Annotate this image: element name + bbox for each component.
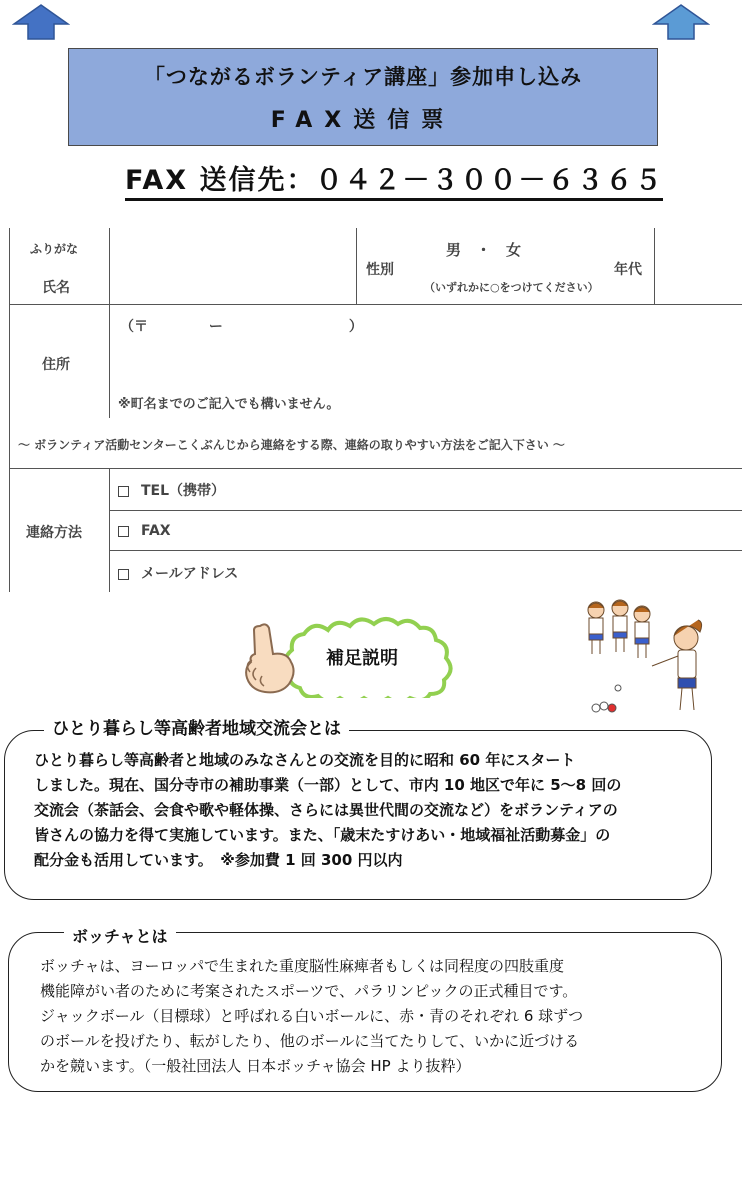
section-elderly-exchange-body <box>34 748 714 873</box>
body-line: 交流会（茶話会、会食や歌や軽体操、さらには異世代間の交流など）をボランティアの <box>34 801 618 819</box>
title-box <box>68 48 658 146</box>
fax-destination: FAX 送信先：０４２－３００－６３６５ <box>125 158 663 201</box>
age-label: 年代 <box>614 262 642 278</box>
contact-instruction: ～ ボランティア活動センターこくぶんじから連絡をする際、連絡の取りやすい方法をご記入下さい ～ <box>18 438 565 452</box>
page-title: 「つながるボランティア講座」参加申し込み <box>143 65 583 89</box>
contact-option-email[interactable] <box>118 563 238 583</box>
contact-option-fax[interactable] <box>118 523 171 539</box>
up-arrow-right-icon <box>652 4 710 40</box>
email-checkbox[interactable] <box>118 569 129 580</box>
address-field[interactable] <box>112 340 737 386</box>
address-note: ※町名までのご記入でも構いません。 <box>118 397 340 412</box>
body-line: 機能障がい者のために考案されたスポーツで、パラリンピックの正式種目です。 <box>40 982 578 1000</box>
contact-option-tel[interactable] <box>118 480 225 500</box>
body-line: のボールを投げたり、転がしたり、他のボールに当てたりして、いかに近づける <box>40 1032 580 1050</box>
tel-option-label: TEL（携帯） <box>141 483 226 499</box>
section-boccia-body <box>40 954 720 1079</box>
contact-method-label: 連絡方法 <box>26 525 82 541</box>
section-elderly-exchange-title: ひとり暮らし等高齢者地域交流会とは <box>44 714 349 739</box>
age-field[interactable] <box>658 230 740 302</box>
up-arrow-left-icon <box>12 4 70 40</box>
email-option-label: メールアドレス <box>141 566 239 582</box>
gender-label: 性別 <box>366 262 394 278</box>
tel-checkbox[interactable] <box>118 486 129 497</box>
body-line: 皆さんの協力を得て実施しています。また、「歳末たすけあい・地域福祉活動募金」の <box>34 826 611 844</box>
postal-code-field[interactable]: （〒 ー ） <box>120 319 363 335</box>
body-line: ジャックボール（目標球）と呼ばれる白いボールに、赤・青のそれぞれ 6 球ずつ <box>40 1007 584 1025</box>
body-line: しました。現在、国分寺市の補助事業（一部）として、市内 10 地区で年に 5～8 回の <box>34 776 622 794</box>
name-field[interactable] <box>112 230 352 302</box>
fax-option-label: FAX <box>141 523 171 539</box>
body-line: ボッチャは、ヨーロッパで生まれた重度脳性麻痺者もしくは同程度の四肢重度 <box>40 957 564 975</box>
body-line: かを競います。（一般社団法人 日本ボッチャ協会 HP より抜粋） <box>40 1057 471 1075</box>
body-line: 配分金も活用しています。 ※参加費 1 回 300 円以内 <box>34 851 403 869</box>
section-boccia-title: ボッチャとは <box>64 924 176 947</box>
pointing-hand-icon <box>240 620 300 694</box>
body-line: ひとり暮らし等高齢者と地域のみなさんとの交流を目的に昭和 60 年にスタート <box>34 751 576 769</box>
gender-options[interactable]: 男 ・ 女 <box>446 241 522 259</box>
name-label: 氏名 <box>42 280 70 296</box>
supplement-label: 補足説明 <box>326 648 398 669</box>
page-subtitle: FAX送信票 <box>270 108 456 133</box>
fax-checkbox[interactable] <box>118 526 129 537</box>
children-boccia-illustration-icon <box>582 596 712 720</box>
furigana-label: ふりがな <box>30 242 79 256</box>
gender-note: （いずれかに○をつけてください） <box>424 281 599 294</box>
address-label: 住所 <box>42 357 70 373</box>
